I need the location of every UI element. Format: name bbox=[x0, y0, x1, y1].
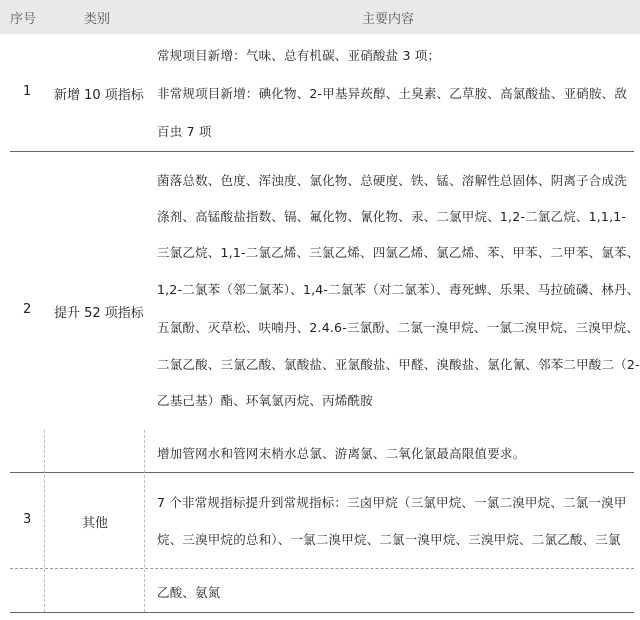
content-line: 增加管网水和管网末梢水总氯、游离氯、二氧化氯最高限值要求。 bbox=[157, 446, 526, 461]
row-category: 提升 52 项指标 bbox=[54, 306, 144, 321]
row-number: 2 bbox=[23, 302, 32, 317]
row-number: 1 bbox=[23, 84, 32, 99]
header-category: 类别 bbox=[84, 12, 111, 27]
table-header bbox=[0, 0, 640, 34]
content-line: 7 个非常规指标提升到常规指标：三卤甲烷（三氯甲烷、一氯二溴甲烷、二氯一溴甲 bbox=[157, 495, 627, 510]
header-no: 序号 bbox=[10, 12, 37, 27]
row-number: 3 bbox=[23, 512, 32, 527]
column-divider bbox=[44, 430, 45, 612]
row-divider bbox=[10, 151, 634, 152]
content-line: 常规项目新增：气味、总有机碳、亚硝酸盐 3 项； bbox=[157, 48, 441, 63]
content-line: 乙酸、氨氮 bbox=[157, 585, 221, 600]
column-divider bbox=[144, 430, 145, 612]
content-line: 五氯酚、灭草松、呋喃丹、2.4.6-三氯酚、二氯一溴甲烷、一氯二溴甲烷、三溴甲烷、 bbox=[157, 320, 640, 335]
content-line: 三氯乙烷、1,1-二氯乙烯、三氯乙烯、四氯乙烯、氯乙烯、苯、甲苯、二甲苯、氯苯、 bbox=[157, 245, 640, 260]
row-category: 新增 10 项指标 bbox=[54, 88, 144, 103]
content-line: 烷、三溴甲烷的总和）、一氯二溴甲烷、二氯一溴甲烷、三溴甲烷、二氯乙酸、三氯 bbox=[157, 532, 621, 547]
content-line: 涤剂、高锰酸盐指数、镉、氟化物、氰化物、汞、二氯甲烷、1,2-二氯乙烷、1,1,1- bbox=[157, 209, 627, 224]
content-line: 二氯乙酸、三氯乙酸、氯酸盐、亚氯酸盐、甲醛、溴酸盐、氯化氰、邻苯二甲酸二（2- bbox=[157, 357, 640, 372]
row-category: 其他 bbox=[82, 516, 109, 531]
row-divider bbox=[10, 472, 634, 473]
content-line: 非常规项目新增：碘化物、2-甲基异莰醇、土臭素、乙草胺、高氯酸盐、亚硝胺、敌 bbox=[157, 86, 628, 101]
content-line: 乙基己基）酯、环氧氯丙烷、丙烯酰胺 bbox=[157, 393, 373, 408]
content-line: 1,2-二氯苯（邻二氯苯）、1,4-二氯苯（对二氯苯）、毒死蜱、乐果、马拉硫磷、林丹、 bbox=[157, 282, 640, 297]
content-line: 菌落总数、色度、浑浊度、氯化物、总硬度、铁、锰、溶解性总固体、阴离子合成洗 bbox=[157, 173, 627, 188]
row-divider bbox=[10, 612, 634, 613]
row-divider bbox=[10, 568, 634, 569]
content-line: 百虫 7 项 bbox=[157, 124, 212, 139]
header-content: 主要内容 bbox=[362, 12, 415, 27]
